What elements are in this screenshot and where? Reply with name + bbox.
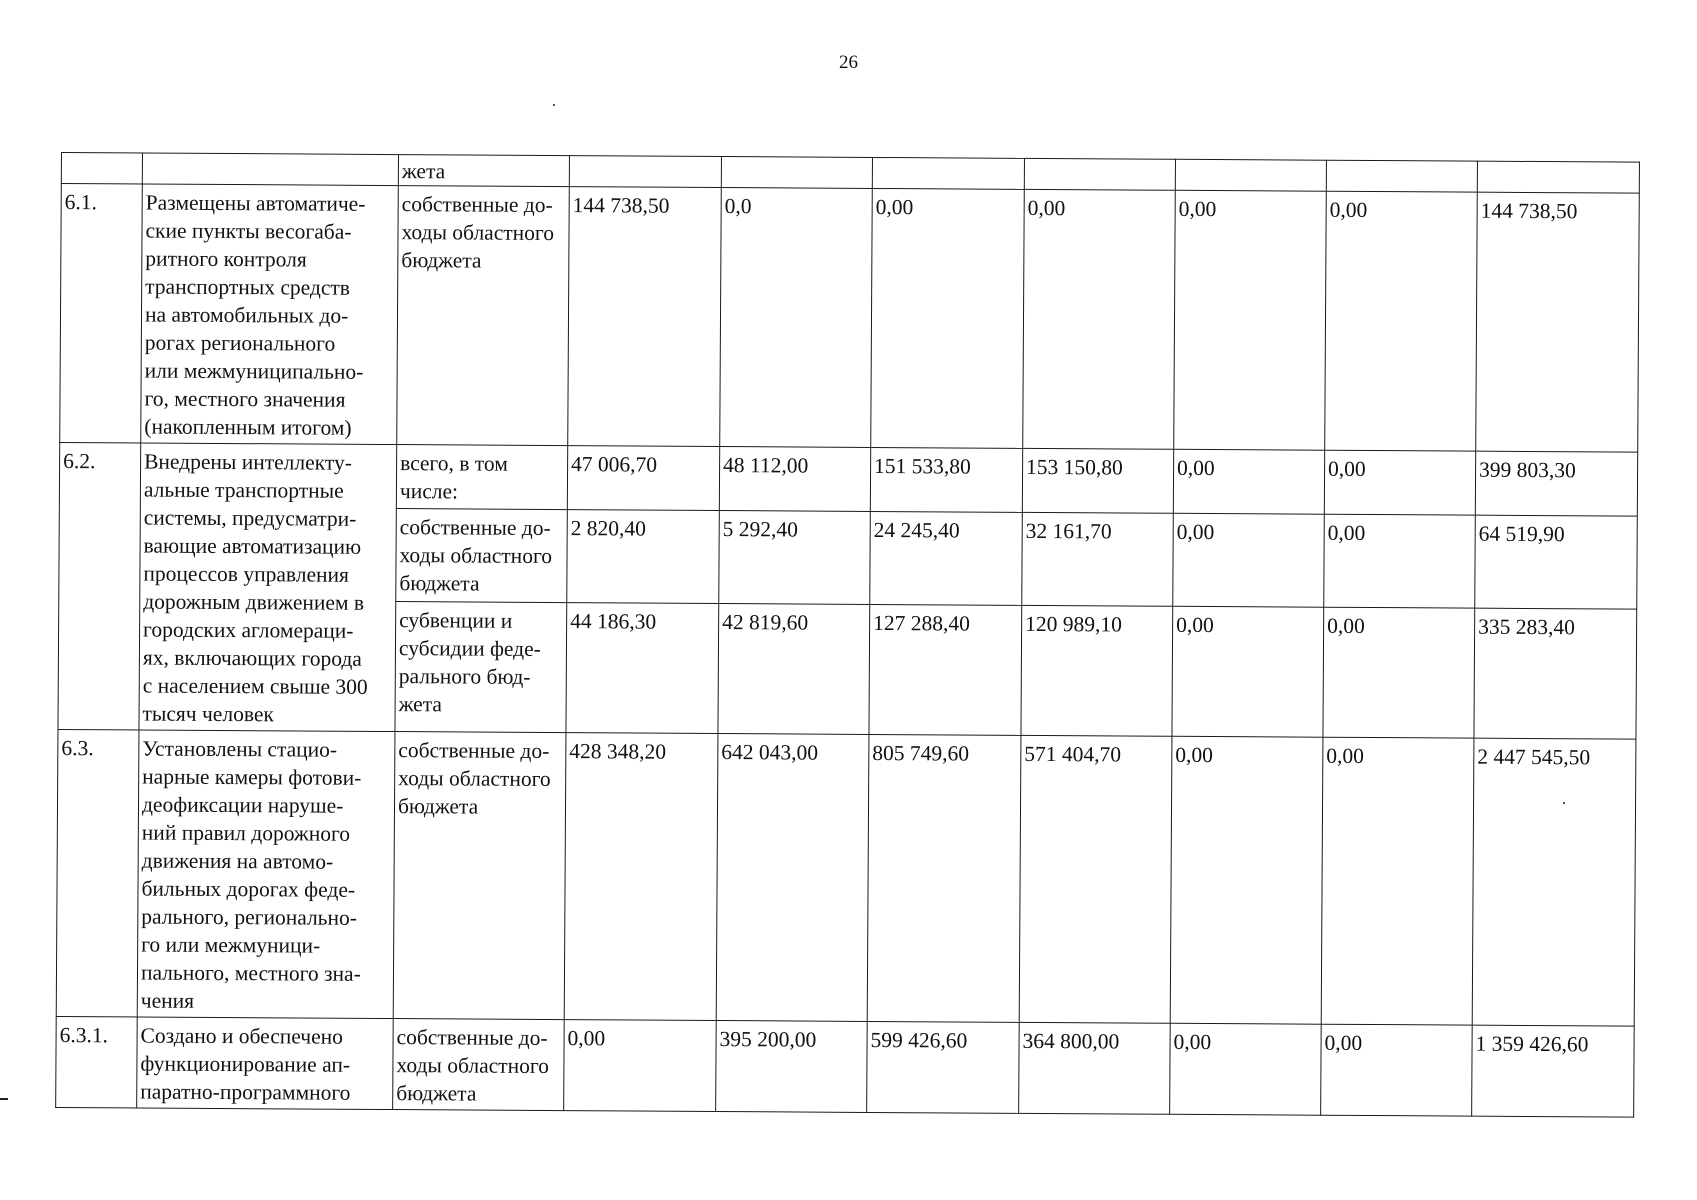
table-row	[60, 184, 1640, 453]
funding-source-cell: жета	[398, 155, 569, 187]
value-cell: 24 245,40	[870, 512, 1023, 606]
value-cell: 599 426,60	[867, 1021, 1020, 1113]
table-row	[56, 1016, 1635, 1117]
value-cell: 0,00	[1325, 191, 1478, 451]
total-cell: 2 447 545,50	[1472, 738, 1636, 1026]
total-cell: 335 283,40	[1474, 608, 1637, 739]
value-cell: 151 533,80	[870, 447, 1022, 512]
budget-table-wrapper	[55, 152, 1640, 1118]
item-code: 6.1.	[60, 184, 143, 443]
value-cell: 47 006,70	[567, 446, 719, 511]
table-cell	[569, 156, 721, 188]
item-description: Размещены автоматиче- ские пункты весогаба- ритного контроля транспортных средств на автомобильных до- рогах регионального или межмуниципально- го, местного значения (накопленным итогом)	[141, 184, 399, 445]
total-cell: 1 359 426,60	[1472, 1025, 1635, 1117]
value-cell: 805 749,60	[867, 734, 1021, 1022]
value-cell: 571 404,70	[1019, 735, 1172, 1023]
value-cell: 44 186,30	[566, 603, 719, 734]
table-cell	[1477, 161, 1639, 193]
value-cell: 0,00	[1321, 737, 1474, 1025]
value-cell: 0,00	[1324, 515, 1476, 609]
value-cell: 0,00	[1170, 736, 1323, 1024]
value-cell: 0,00	[1324, 450, 1475, 515]
funding-source-cell: всего, в том числе:	[396, 445, 567, 510]
value-cell: 2 820,40	[567, 510, 720, 604]
value-cell: 0,0	[720, 188, 873, 448]
value-cell: 0,00	[1323, 608, 1475, 739]
value-cell: 32 161,70	[1022, 513, 1174, 607]
value-cell: 127 288,40	[869, 605, 1022, 736]
funding-source-cell: собственные до- ходы областного бюджета	[393, 732, 566, 1020]
item-description: Установлены стацио- нарные камеры фотови- деофиксации наруше- ний правил дорожного движения на автомо- бильных дорогах феде- рального, регионально- го или межмуници- пального, местного зна- чения	[137, 730, 395, 1019]
total-cell: 399 803,30	[1475, 451, 1637, 516]
value-cell: 0,00	[1174, 190, 1327, 450]
table-cell	[1175, 159, 1326, 191]
table-cell	[142, 153, 398, 186]
item-code: 6.3.	[56, 729, 139, 1016]
funding-source-cell: субвенции и субсидии феде- рального бюд- жета	[395, 602, 567, 733]
total-cell: 64 519,90	[1475, 515, 1638, 609]
value-cell: 364 800,00	[1019, 1022, 1171, 1114]
value-cell: 0,00	[871, 188, 1025, 448]
value-cell: 48 112,00	[719, 447, 870, 512]
item-code: 6.2.	[58, 442, 141, 729]
table-cell	[61, 153, 142, 184]
value-cell: 5 292,40	[719, 511, 871, 605]
table-cell	[1326, 160, 1477, 192]
value-cell: 120 989,10	[1021, 606, 1173, 737]
item-description: Внедрены интеллекту- альные транспортные системы, предусматри- вающие автоматизацию процессов управления дорожным движением в городских агломераци- ях, включающих города с населением свыше 300 тысяч человек	[139, 443, 397, 732]
value-cell: 0,00	[1170, 1023, 1322, 1115]
value-cell: 642 043,00	[716, 734, 869, 1022]
item-description: Создано и обеспечено функционирование ап- паратно-программного	[137, 1017, 394, 1110]
table-cell	[1024, 158, 1175, 190]
table-cell	[872, 157, 1024, 189]
value-cell: 0,00	[1173, 449, 1324, 514]
page-number: 26	[839, 52, 858, 73]
value-cell: 144 738,50	[568, 187, 722, 447]
budget-table	[55, 152, 1640, 1118]
value-cell: 0,00	[1023, 189, 1176, 449]
funding-source-cell: собственные до- ходы областного бюджета	[393, 1019, 565, 1111]
value-cell: 0,00	[1173, 514, 1325, 608]
value-cell: 395 200,00	[716, 1021, 868, 1113]
funding-source-cell: собственные до- ходы областного бюджета	[396, 509, 568, 603]
item-code: 6.3.1.	[56, 1016, 138, 1107]
value-cell: 428 348,20	[564, 733, 718, 1021]
scan-speck	[553, 104, 555, 106]
table-row	[56, 729, 1636, 1026]
value-cell: 42 819,60	[718, 604, 870, 735]
value-cell: 0,00	[564, 1020, 717, 1112]
total-cell: 144 738,50	[1476, 192, 1640, 452]
funding-source-cell: собственные до- ходы областного бюджета	[397, 186, 570, 446]
table-cell	[721, 157, 872, 189]
value-cell: 153 150,80	[1022, 448, 1173, 513]
table-row	[59, 442, 1637, 516]
value-cell: 0,00	[1172, 607, 1324, 738]
scan-mark	[0, 1098, 8, 1100]
value-cell: 0,00	[1321, 1024, 1473, 1116]
